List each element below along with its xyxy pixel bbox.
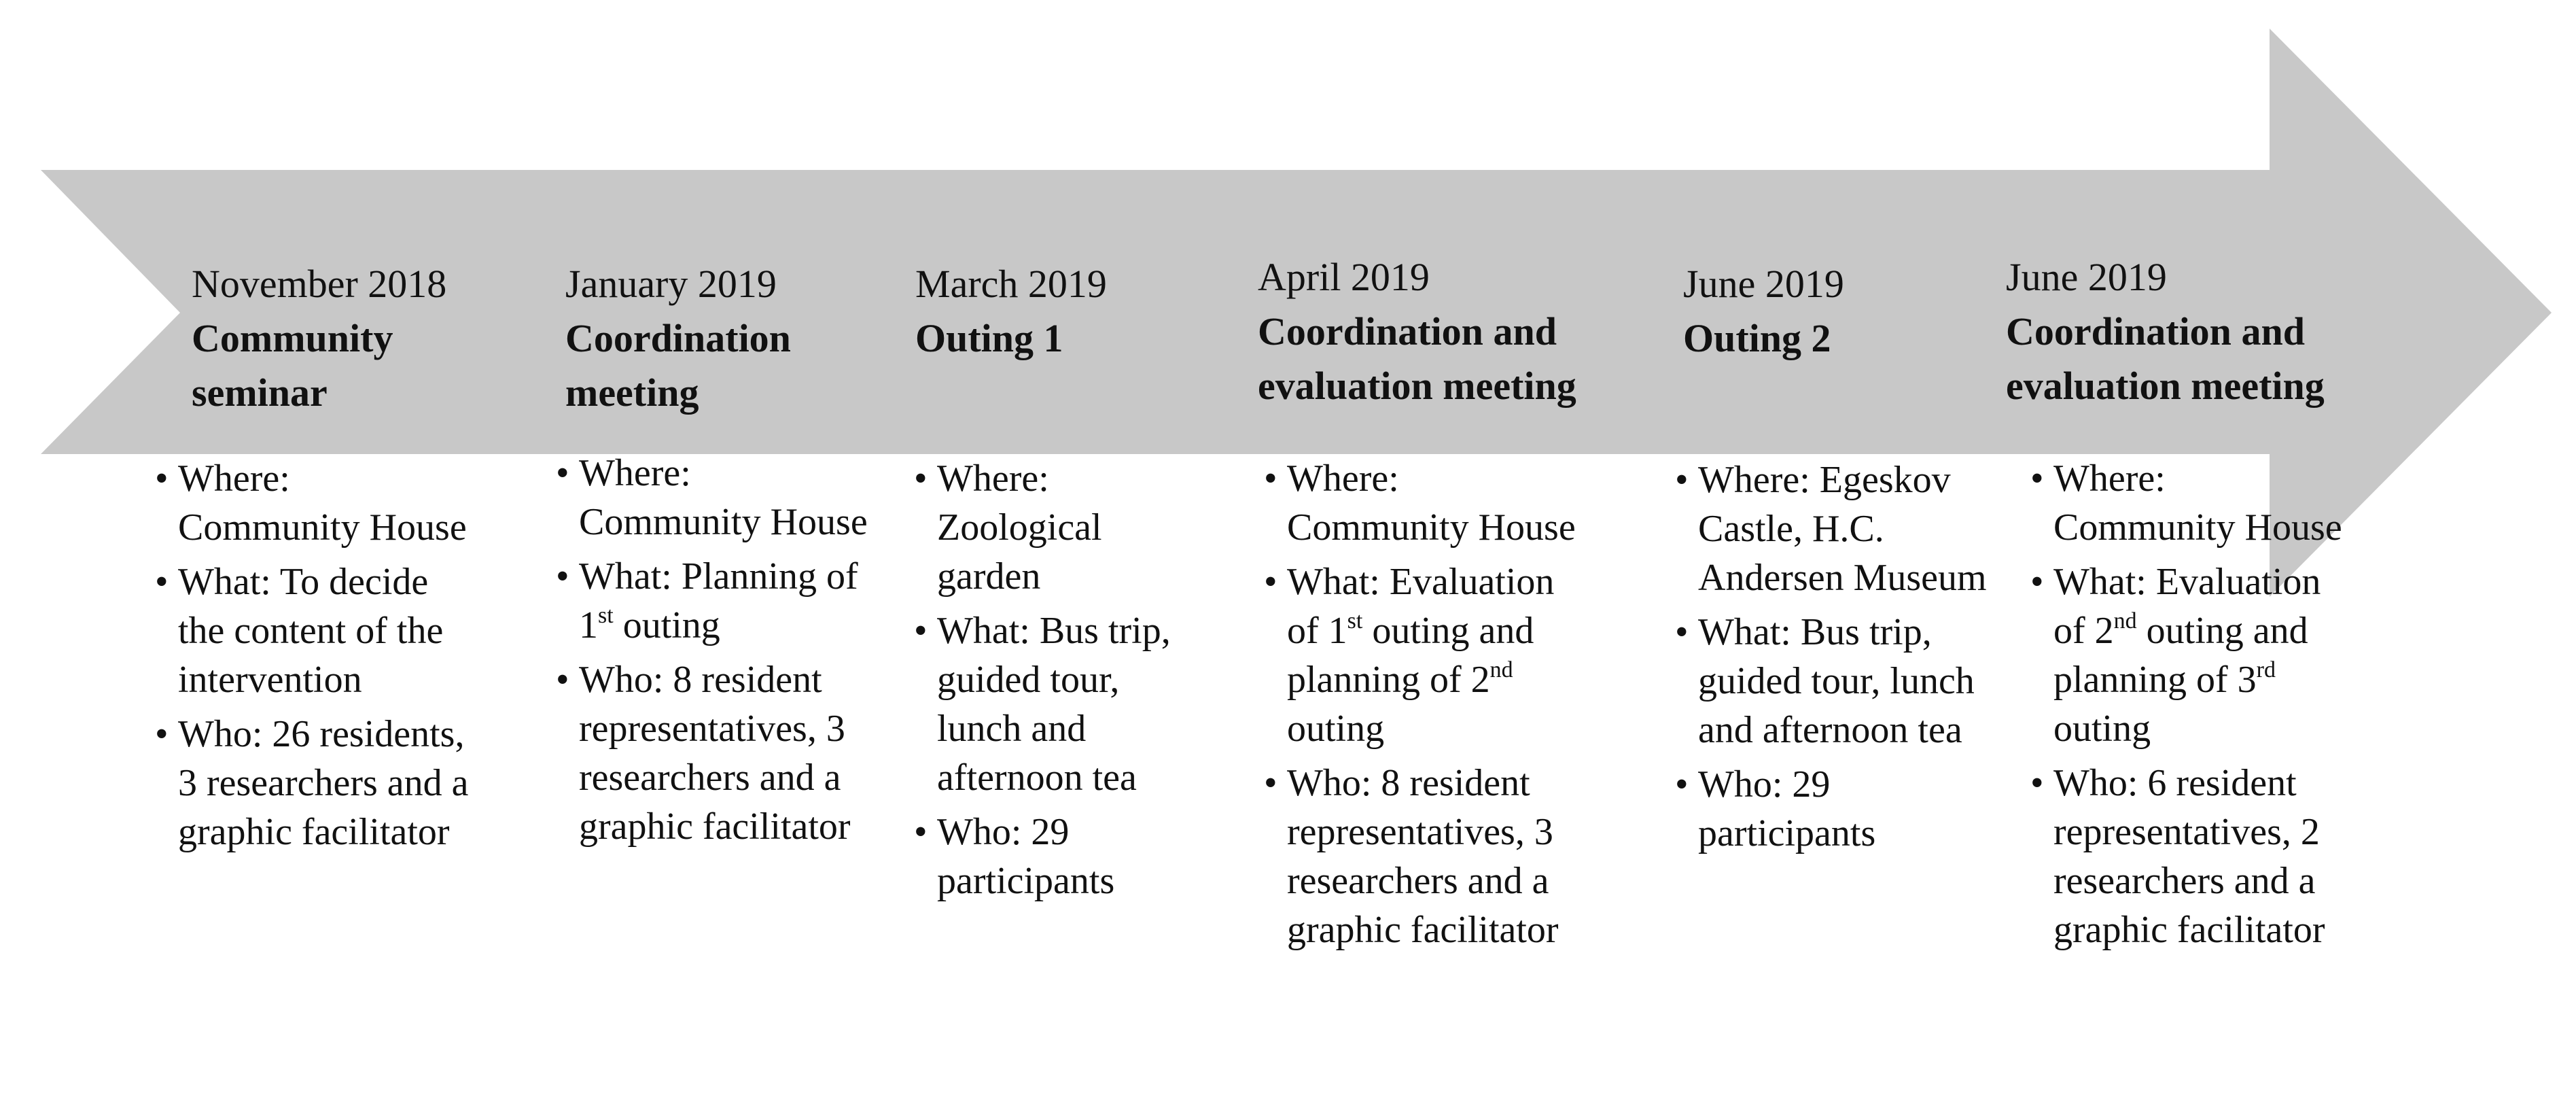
bullet-icon: •: [556, 555, 569, 598]
detail-text: Where: Community House: [178, 457, 467, 549]
bullet-icon: •: [2030, 457, 2044, 500]
detail-text: What: Planning of 1: [579, 555, 858, 646]
event-details-list: [914, 454, 1213, 911]
ordinal-suffix: nd: [1489, 657, 1513, 683]
detail-text: Who: 8 resident representatives, 3 researchers and a graphic facilitator: [579, 659, 851, 848]
event-detail-item: [2030, 759, 2357, 954]
event-detail-item: [1264, 557, 1590, 753]
detail-text: Where: Egeskov Castle, H.C. Andersen Museum: [1698, 459, 1987, 599]
event-detail-item: [155, 710, 481, 856]
bullet-icon: •: [1264, 561, 1277, 603]
bullet-icon: •: [1675, 611, 1689, 653]
detail-text: What: Evaluation of 2: [2053, 561, 2321, 652]
event-detail-item: [914, 808, 1213, 905]
detail-text: Where: Zoological garden: [937, 457, 1102, 598]
event-detail-item: [914, 454, 1213, 601]
detail-text: What: Evaluation of 1: [1287, 561, 1555, 652]
event-detail-item: [155, 454, 481, 552]
bullet-icon: •: [2030, 762, 2044, 804]
ordinal-suffix: rd: [2256, 657, 2276, 683]
event-date: January 2019: [565, 262, 777, 306]
bullet-icon: •: [556, 452, 569, 494]
event-title: Coordination meeting: [565, 316, 791, 415]
bullet-icon: •: [914, 811, 928, 853]
event-detail-item: [1264, 759, 1590, 954]
timeline-event-header: [915, 257, 1201, 366]
event-detail-item: [155, 557, 481, 704]
event-details-list: [155, 454, 481, 862]
detail-text: outing: [1287, 708, 1385, 750]
timeline-event-header: [192, 257, 511, 420]
bullet-icon: •: [155, 561, 169, 603]
event-detail-item: [556, 449, 875, 547]
bullet-icon: •: [1264, 457, 1277, 500]
event-detail-item: [2030, 454, 2357, 552]
bullet-icon: •: [155, 713, 169, 755]
event-detail-item: [556, 655, 875, 851]
detail-text: outing: [613, 604, 720, 646]
detail-text: Who: 8 resident representatives, 3 researchers and a graphic facilitator: [1287, 762, 1559, 951]
event-title: Community seminar: [192, 316, 393, 415]
bullet-icon: •: [155, 457, 169, 500]
detail-text: outing: [2053, 708, 2151, 750]
bullet-icon: •: [914, 457, 928, 500]
detail-text: outing and planning of 2: [1287, 610, 1534, 701]
event-detail-item: [914, 606, 1213, 802]
detail-text: What: Bus trip, guided tour, lunch and afternoon tea: [1698, 611, 1975, 751]
bullet-icon: •: [556, 659, 569, 701]
event-detail-item: [1675, 455, 1988, 602]
event-date: June 2019: [1683, 262, 1844, 306]
detail-text: What: To decide the content of the intervention: [178, 561, 444, 701]
event-detail-item: [1264, 454, 1590, 552]
ordinal-suffix: st: [1347, 608, 1363, 634]
event-date: April 2019: [1258, 255, 1430, 299]
detail-text: Where: Community House: [1287, 457, 1576, 549]
event-details-list: [556, 449, 875, 856]
event-detail-item: [1675, 760, 1988, 858]
bullet-icon: •: [1264, 762, 1277, 804]
event-details-list: [2030, 454, 2357, 960]
event-detail-item: [2030, 557, 2357, 753]
event-date: November 2018: [192, 262, 447, 306]
bullet-icon: •: [1675, 459, 1689, 501]
event-details-list: [1264, 454, 1590, 960]
timeline-event-header: [2006, 250, 2400, 413]
detail-text: Who: 29 participants: [1698, 763, 1876, 854]
detail-text: Who: 26 residents, 3 researchers and a graphic facilitator: [178, 713, 469, 853]
event-title: Coordination and evaluation meeting: [2006, 309, 2325, 408]
detail-text: Who: 6 resident representatives, 2 researchers and a graphic facilitator: [2053, 762, 2325, 951]
bullet-icon: •: [1675, 763, 1689, 806]
event-date: March 2019: [915, 262, 1107, 306]
timeline-event-header: [1258, 250, 1638, 413]
event-detail-item: [556, 552, 875, 650]
event-title: Outing 2: [1683, 316, 1831, 360]
timeline-event-header: [565, 257, 885, 420]
ordinal-suffix: st: [598, 603, 614, 629]
detail-text: Where: Community House: [579, 452, 868, 543]
detail-text: What: Bus trip, guided tour, lunch and afternoon tea: [937, 610, 1171, 799]
event-title: Outing 1: [915, 316, 1063, 360]
timeline-event-header: [1683, 257, 1955, 366]
ordinal-suffix: nd: [2113, 608, 2137, 634]
event-date: June 2019: [2006, 255, 2167, 299]
event-details-list: [1675, 455, 1988, 863]
bullet-icon: •: [914, 610, 928, 652]
event-detail-item: [1675, 608, 1988, 755]
bullet-icon: •: [2030, 561, 2044, 603]
detail-text: Where: Community House: [2053, 457, 2342, 549]
detail-text: Who: 29 participants: [937, 811, 1115, 902]
event-title: Coordination and evaluation meeting: [1258, 309, 1576, 408]
detail-text: outing and planning of 3: [2053, 610, 2308, 701]
